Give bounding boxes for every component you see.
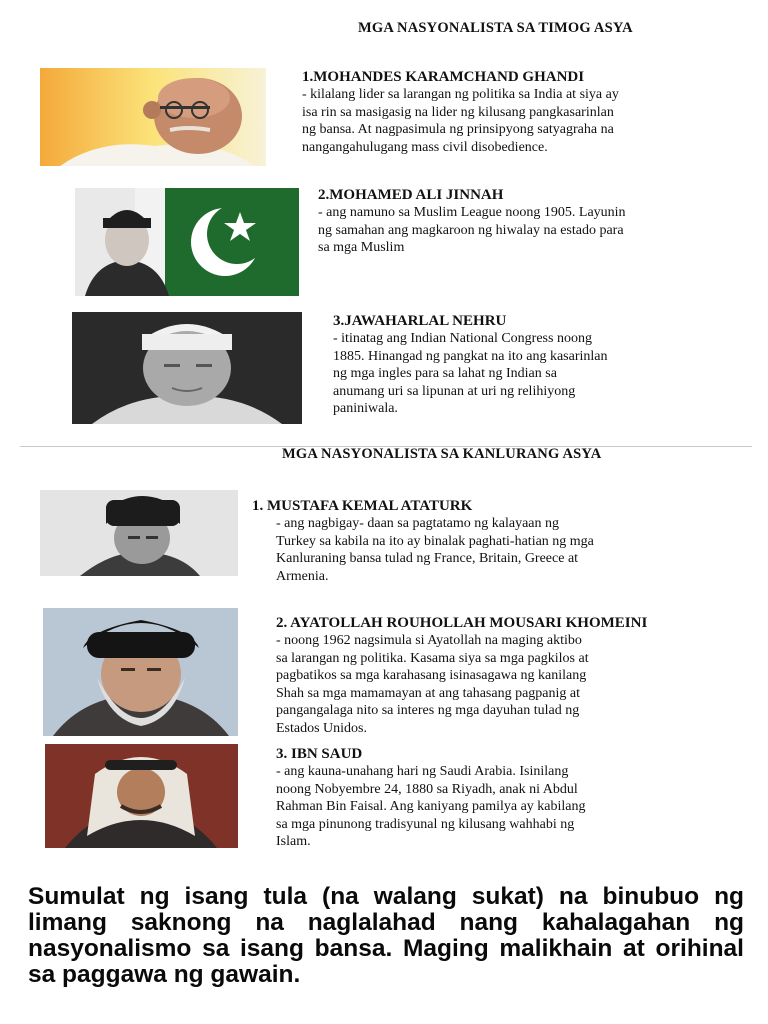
- entry-name: 3.JAWAHARLAL NEHRU: [333, 313, 507, 329]
- entry-description: - ang nagbigay- daan sa pagtatamo ng kalayaan ng Turkey sa kabila na ito ay binalak paghati-hatian ng mga Kanluraning bansa tulad ng France, Britain, Greece at Armenia.: [276, 516, 594, 584]
- entry-name: 2.MOHAMED ALI JINNAH: [318, 187, 504, 203]
- jinnah-portrait-with-pakistan-flag-icon: [75, 188, 299, 296]
- ataturk-portrait-icon: [40, 490, 238, 576]
- entry-nehru: [333, 312, 743, 418]
- khomeini-portrait-icon: [43, 608, 238, 736]
- entry-name: 1.MOHANDES KARAMCHAND GHANDI: [302, 69, 585, 85]
- entry-khomeini: [276, 614, 754, 737]
- entry-jinnah: [318, 186, 756, 257]
- assignment-instruction: Sumulat ng isang tula (na walang sukat) na binubuo ng limang saknong na naglalahad nang kahalagahan ng nasyonalismo sa isang bansa. Maging malikhain at orihinal sa paggawa ng gawain.: [28, 883, 744, 988]
- entry-description: - ang namuno sa Muslim League noong 1905. Layunin ng samahan ang magkaroon ng hiwalay na estado para sa mga Muslim: [318, 205, 626, 255]
- nehru-portrait-icon: [72, 312, 302, 424]
- entry-ibn-saud: [276, 745, 746, 851]
- gandhi-portrait-icon: [40, 68, 266, 166]
- entry-name: 3. IBN SAUD: [276, 746, 363, 762]
- entry-description: - ang kauna-unahang hari ng Saudi Arabia. Isinilang noong Nobyembre 24, 1880 sa Riyadh, anak ni Abdul Rahman Bin Faisal. Ang kaniyang pamilya ay kabilang sa mga pinunong tradisyunal ng kilusang wahhabi ng Islam.: [276, 764, 586, 849]
- entry-gandhi: [302, 68, 742, 156]
- entry-ataturk: [252, 497, 742, 585]
- entry-description: - itinatag ang Indian National Congress noong 1885. Hinangad ng pangkat na ito ang kasarinlan ng mga ingles para sa lahat ng Indian sa anumang uri sa lipunan at uri ng relihiyong paniniwala.: [333, 331, 608, 416]
- entry-name: 1. MUSTAFA KEMAL ATATURK: [252, 498, 473, 514]
- section-title-west-asia: MGA NASYONALISTA SA KANLURANG ASYA: [282, 446, 602, 462]
- entry-name: 2. AYATOLLAH ROUHOLLAH MOUSARI KHOMEINI: [276, 615, 648, 631]
- entry-description: - noong 1962 nagsimula si Ayatollah na maging aktibo sa larangan ng politika. Kasama siya sa mga pagkilos at pagbatikos sa mga karahasang isinasagawa ng kanilang Shah sa mga mamamayan at ang tahasang pagpanig at pangangalaga nito sa interes ng mga dayuhan tulad ng Estados Unidos.: [276, 633, 589, 736]
- ibn-saud-portrait-icon: [45, 744, 238, 848]
- entry-description: - kilalang lider sa larangan ng politika sa India at siya ay isa rin sa masigasig na lider ng kilusang pangkasarinlan ng bansa. At nagpasimula ng prinsipyong satyagraha na nangangahulugang mass civil disobedience.: [302, 87, 619, 155]
- section-title-south-asia: MGA NASYONALISTA SA TIMOG ASYA: [358, 20, 633, 36]
